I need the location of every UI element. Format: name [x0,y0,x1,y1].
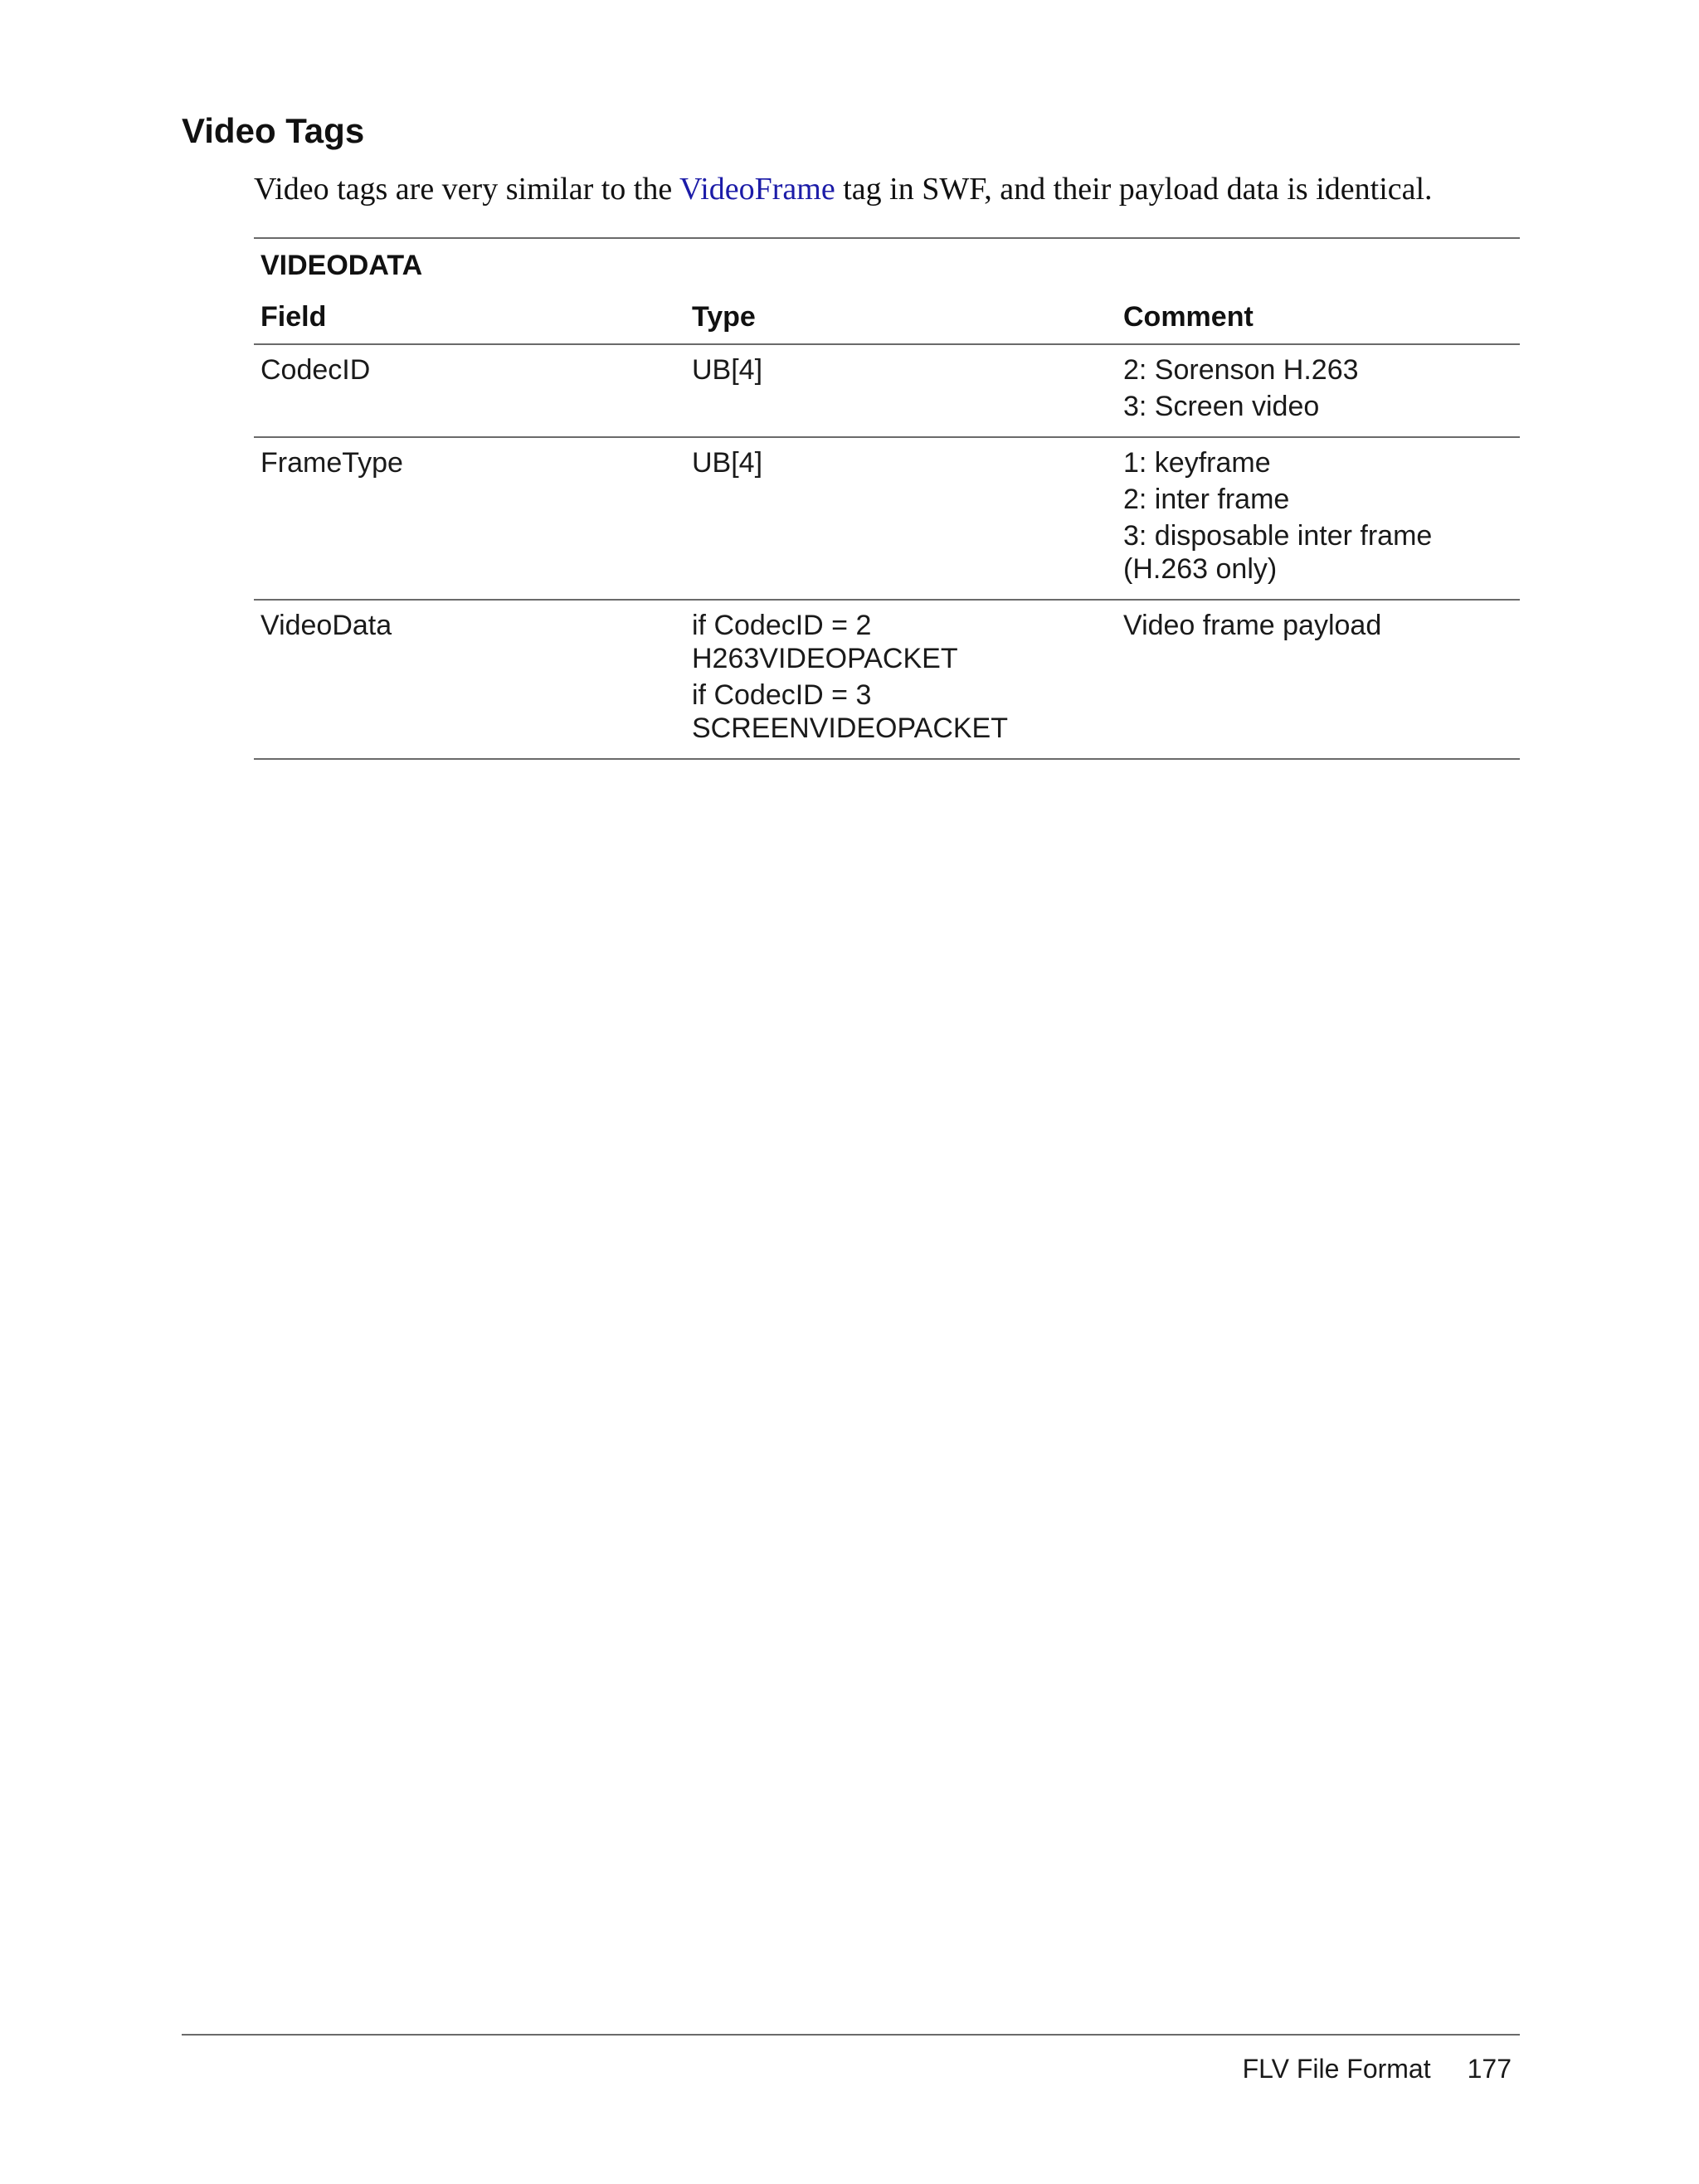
table-row [254,600,1520,759]
cell-comment [1117,437,1520,600]
type-line: if CodecID = 3 [692,679,872,711]
comment-line: Video frame payload [1123,610,1382,641]
type-line: SCREENVIDEOPACKET [692,713,1009,744]
cell-type [685,344,1117,437]
comment-line: 2: inter frame [1123,484,1290,515]
type-line: H263VIDEOPACKET [692,643,958,674]
comment-line: 3: disposable inter frame [1123,520,1433,552]
page-number: 177 [1467,2054,1512,2084]
cell-type [685,437,1117,600]
footer-rule [182,2034,1520,2036]
comment-line: 1: keyframe [1123,447,1271,479]
type-line: UB[4] [692,447,763,479]
cell-field: VideoData [254,600,685,759]
section-heading: Video Tags [182,111,365,150]
comment-line: 2: Sorenson H.263 [1123,354,1359,386]
header-comment: Comment [1117,292,1520,344]
type-line: UB[4] [692,354,763,386]
table-row [254,344,1520,437]
cell-field: CodecID [254,344,685,437]
table-title: VIDEODATA [260,250,423,281]
header-type: Type [685,292,1117,344]
comment-line: (H.263 only) [1123,553,1278,585]
cell-comment [1117,600,1520,759]
intro-paragraph [254,166,1531,212]
type-line: if CodecID = 2 [692,610,872,641]
cell-type [685,600,1117,759]
page-footer [1243,2052,1512,2085]
videoframe-link[interactable]: VideoFrame [679,172,835,207]
intro-text-before: Video tags are very similar to the [254,172,680,207]
comment-line: 3: Screen video [1123,391,1320,422]
header-field: Field [254,292,685,344]
table-row [254,437,1520,600]
table-header-row [254,292,1520,344]
videodata-table-block [254,237,1520,760]
intro-text-after: tag in SWF, and their payload data is identical. [835,172,1433,207]
footer-doc-title: FLV File Format [1242,2054,1431,2084]
cell-field: FrameType [254,437,685,600]
videodata-table [254,292,1520,760]
cell-comment [1117,344,1520,437]
